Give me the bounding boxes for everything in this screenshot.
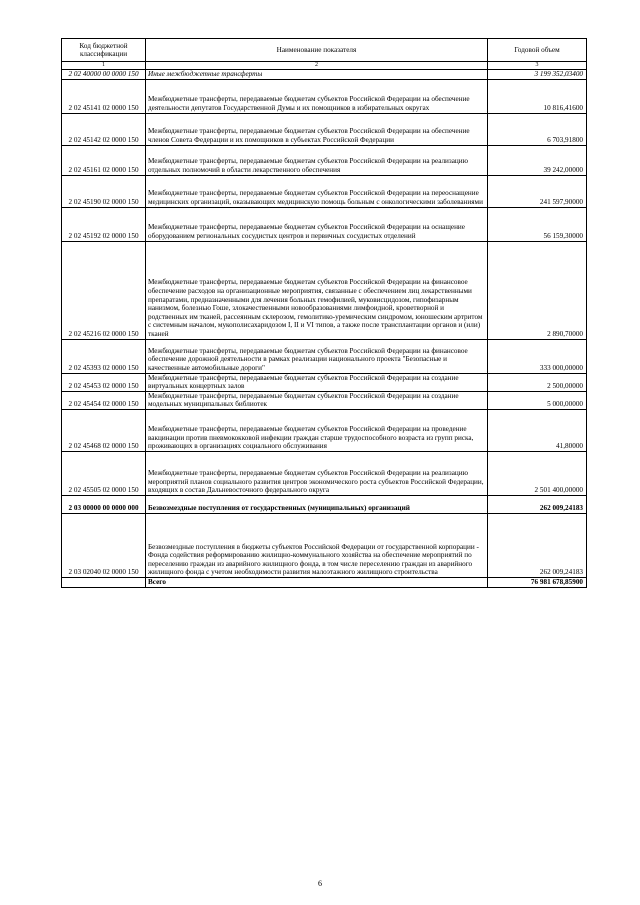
header-amount: Годовой объем [488, 39, 587, 62]
table-row [62, 373, 587, 391]
column-number-1: 1 [62, 62, 146, 70]
budget-table-sheet [61, 38, 586, 588]
row-amount: 3 199 352,03400 [488, 70, 587, 80]
row-code: 2 02 45505 02 0000 150 [62, 451, 146, 495]
row-name: Межбюджетные трансферты, передаваемые бюджетам субъектов Российской Федерации на оснащение оборудованием региональных сосудистых центров и первичных сосудистых отделений [146, 207, 488, 241]
table-row [62, 495, 587, 513]
row-amount: 2 890,70000 [488, 241, 587, 339]
table-row [62, 175, 587, 207]
row-name: Межбюджетные трансферты, передаваемые бюджетам субъектов Российской Федерации на финансовое обеспечение расходов на организационные мероприятия, связанные с обеспечением лиц лекарственными препаратами, предназначенными для лечения больных гемофилией, муковисцидозом, гипофизарным нанизмом, болезнью Гоше, злокачественными новообразованиями лимфоидной, кроветворной и родственных им тканей, рассеянным склерозом, гемолитико-уремическим синдромом, юношеским артритом с системным началом, мукополисахаридозом I, II и VI типов, а также после трансплантации органов и (или) тканей [146, 241, 488, 339]
total-label: Всего [146, 577, 488, 587]
row-name: Межбюджетные трансферты, передаваемые бюджетам субъектов Российской Федерации на проведение вакцинации против пневмококковой инфекции граждан старше трудоспособного возраста из групп риска, проживающих в организациях социального обслуживания [146, 409, 488, 451]
row-code: 2 02 45393 02 0000 150 [62, 339, 146, 373]
table-row [62, 409, 587, 451]
row-amount: 2 501 400,00000 [488, 451, 587, 495]
row-amount: 6 703,91800 [488, 113, 587, 145]
row-name: Межбюджетные трансферты, передаваемые бюджетам субъектов Российской Федерации на обеспечение деятельности депутатов Государственной Думы и их помощников в избирательных округах [146, 79, 488, 113]
row-amount: 39 242,00000 [488, 145, 587, 175]
row-name: Межбюджетные трансферты, передаваемые бюджетам субъектов Российской Федерации на реализацию отдельных полномочий в области лекарственного обеспечения [146, 145, 488, 175]
row-code: 2 02 45468 02 0000 150 [62, 409, 146, 451]
table-row [62, 391, 587, 409]
table-row [62, 513, 587, 577]
row-code: 2 02 45190 02 0000 150 [62, 175, 146, 207]
row-name: Межбюджетные трансферты, передаваемые бюджетам субъектов Российской Федерации на создание виртуальных концертных залов [146, 373, 488, 391]
table-row [62, 207, 587, 241]
row-amount: 262 009,24183 [488, 495, 587, 513]
total-code [62, 577, 146, 587]
column-number-3: 3 [488, 62, 587, 70]
table-row [62, 113, 587, 145]
column-number-2: 2 [146, 62, 488, 70]
row-name: Межбюджетные трансферты, передаваемые бюджетам субъектов Российской Федерации на обеспечение членов Совета Федерации и их помощников в субъектах Российской Федерации [146, 113, 488, 145]
row-amount: 10 816,41600 [488, 79, 587, 113]
row-code: 2 02 45453 02 0000 150 [62, 373, 146, 391]
total-amount: 76 981 678,85900 [488, 577, 587, 587]
row-code: 2 02 45192 02 0000 150 [62, 207, 146, 241]
table-row [62, 241, 587, 339]
row-amount: 241 597,90000 [488, 175, 587, 207]
row-name: Межбюджетные трансферты, передаваемые бюджетам субъектов Российской Федерации на создание модельных муниципальных библиотек [146, 391, 488, 409]
header-code: Код бюджетной классификации [62, 39, 146, 62]
row-amount: 5 000,00000 [488, 391, 587, 409]
column-number-row [62, 62, 587, 70]
row-name: Безвозмездные поступления от государственных (муниципальных) организаций [146, 495, 488, 513]
row-code: 2 02 45454 02 0000 150 [62, 391, 146, 409]
row-code: 2 02 45216 02 0000 150 [62, 241, 146, 339]
table-row [62, 451, 587, 495]
row-name: Межбюджетные трансферты, передаваемые бюджетам субъектов Российской Федерации на переоснащение медицинских организаций, оказывающих медицинскую помощь больным с онкологическими заболеваниями [146, 175, 488, 207]
row-amount: 56 159,30000 [488, 207, 587, 241]
table-header-row [62, 39, 587, 62]
budget-table [61, 38, 587, 588]
row-code: 2 02 45161 02 0000 150 [62, 145, 146, 175]
row-code: 2 02 45141 02 0000 150 [62, 79, 146, 113]
total-row [62, 577, 587, 587]
row-amount: 2 500,00000 [488, 373, 587, 391]
table-row [62, 70, 587, 80]
row-amount: 333 000,00000 [488, 339, 587, 373]
row-name: Безвозмездные поступления в бюджеты субъектов Российской Федерации от государственной корпорации - Фонда содействия реформированию жилищно-коммунального хозяйства на обеспечение мероприятий по переселению граждан из аварийного жилищного фонда, в том числе переселению граждан из аварийного жилищного фонда с учетом необходимости развития малоэтажного жилищного строительства [146, 513, 488, 577]
table-row [62, 145, 587, 175]
row-code: 2 03 00000 00 0000 000 [62, 495, 146, 513]
header-name: Наименование показателя [146, 39, 488, 62]
row-amount: 262 009,24183 [488, 513, 587, 577]
row-amount: 41,80000 [488, 409, 587, 451]
row-code: 2 02 45142 02 0000 150 [62, 113, 146, 145]
table-row [62, 79, 587, 113]
table-row [62, 339, 587, 373]
row-name: Межбюджетные трансферты, передаваемые бюджетам субъектов Российской Федерации на реализацию мероприятий планов социального развития центров экономического роста субъектов Российской Федерации, входящих в состав Дальневосточного федерального округа [146, 451, 488, 495]
page-number: 6 [318, 879, 322, 888]
row-name: Иные межбюджетные трансферты [146, 70, 488, 80]
row-code: 2 03 02040 02 0000 150 [62, 513, 146, 577]
row-code: 2 02 40000 00 0000 150 [62, 70, 146, 80]
row-name: Межбюджетные трансферты, передаваемые бюджетам субъектов Российской Федерации на финансовое обеспечение дорожной деятельности в рамках реализации национального проекта "Безопасные и качественные автомобильные дороги" [146, 339, 488, 373]
